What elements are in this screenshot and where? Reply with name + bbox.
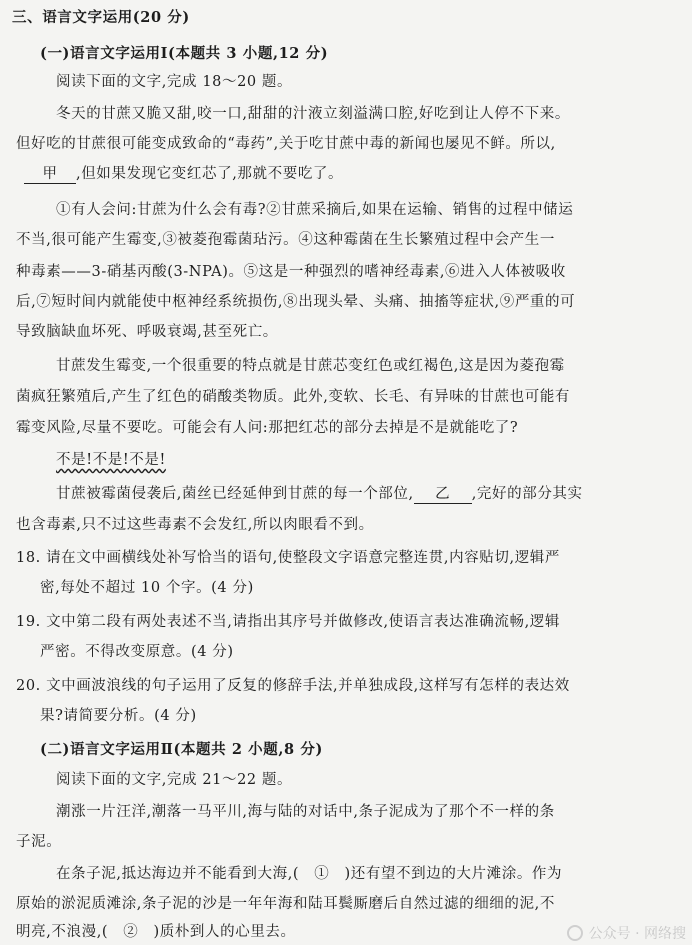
p3-line3: 霉变风险,尽量不要吃。可能会有人问:那把红芯的部分去掉是不是就能吃了? [16, 420, 519, 436]
p5-line2: 也含毒素,只不过这些毒素不会发红,所以肉眼看不到。 [16, 517, 374, 533]
p2-line3: 种毒素——3-硝基丙酸(3-NPA)。⑤这是一种强烈的嗜神经毒素,⑥进入人体被吸收 [16, 264, 566, 280]
watermark-text: 公众号 · 网络搜 [588, 926, 686, 942]
part1-heading: (一)语言文字运用Ⅰ(本题共 3 小题,12 分) [40, 45, 329, 62]
question-20-line1: 20. 文中画波浪线的句子运用了反复的修辞手法,并单独成段,这样写有怎样的表达效 [16, 678, 570, 694]
p5-line1 [56, 484, 583, 504]
watermark [567, 923, 686, 943]
part2-p2-line2: 原始的淤泥质滩涂,条子泥的沙是一年年海和陆耳鬓厮磨后自然过滤的细细的泥,不 [16, 896, 555, 912]
p3-line2: 菌疯狂繁殖后,产生了红色的硝酸类物质。此外,变软、长毛、有异味的甘蔗也可能有 [16, 389, 571, 405]
part2-p1-line2: 子泥。 [16, 834, 62, 850]
part2-p1-line1: 潮涨一片汪洋,潮落一马平川,海与陆的对话中,条子泥成为了那个不一样的条 [56, 804, 555, 820]
p5-line1-after: ,完好的部分其实 [471, 486, 583, 502]
blank-jia: 甲 [24, 165, 76, 184]
p2-line2: 不当,很可能产生霉变,③被菱孢霉菌玷污。④这种霉菌在生长繁殖过程中会产生一 [16, 232, 555, 248]
question-20-line2: 果?请简要分析。(4 分) [40, 708, 197, 724]
p1-line3-text: ,但如果发现它变红芯了,那就不要吃了。 [76, 166, 344, 182]
p3-line1: 甘蔗发生霉变,一个很重要的特点就是甘蔗芯变红色或红褐色,这是因为菱孢霉 [56, 358, 565, 374]
wechat-icon [567, 925, 583, 941]
question-19-line2: 严密。不得改变原意。(4 分) [40, 644, 234, 660]
part2-p2-line3: 明亮,不浪漫,( ② )质朴到人的心里去。 [16, 924, 296, 940]
question-18-line2: 密,每处不超过 10 个字。(4 分) [40, 580, 254, 596]
blank-yi: 乙 [414, 485, 472, 504]
p2-line5: 导致脑缺血坏死、呼吸衰竭,甚至死亡。 [16, 324, 278, 340]
section-title: 三、语言文字运用(20 分) [12, 9, 190, 26]
part2-p2-line1: 在条子泥,抵达海边并不能看到大海,( ① )还有望不到边的大片滩涂。作为 [56, 866, 563, 882]
p2-line4: 后,⑦短时间内就能使中枢神经系统损伤,⑧出现头晕、头痛、抽搐等症状,⑨严重的可 [16, 294, 576, 310]
p1-line2: 但好吃的甘蔗很可能变成致命的“毒药”,关于吃甘蔗中毒的新闻也屡见不鲜。所以, [16, 136, 556, 152]
p5-line1-before: 甘蔗被霉菌侵袭后,菌丝已经延伸到甘蔗的每一个部位, [56, 486, 414, 502]
wavy-line-sentence: 不是!不是!不是! [56, 452, 166, 468]
question-19-line1: 19. 文中第二段有两处表述不当,请指出其序号并做修改,使语言表达准确流畅,逻辑 [16, 614, 560, 630]
part1-instruction: 阅读下面的文字,完成 18～20 题。 [56, 74, 293, 90]
question-18-line1: 18. 请在文中画横线处补写恰当的语句,使整段文字语意完整连贯,内容贴切,逻辑严 [16, 550, 560, 566]
part2-heading: (二)语言文字运用Ⅱ(本题共 2 小题,8 分) [40, 741, 323, 758]
p2-line1: ①有人会问:甘蔗为什么会有毒?②甘蔗采摘后,如果在运输、销售的过程中储运 [56, 202, 574, 218]
part2-instruction: 阅读下面的文字,完成 21～22 题。 [56, 772, 293, 788]
p1-line3 [24, 164, 343, 184]
p1-line1: 冬天的甘蔗又脆又甜,咬一口,甜甜的汁液立刻溢满口腔,好吃到让人停不下来。 [56, 106, 570, 122]
